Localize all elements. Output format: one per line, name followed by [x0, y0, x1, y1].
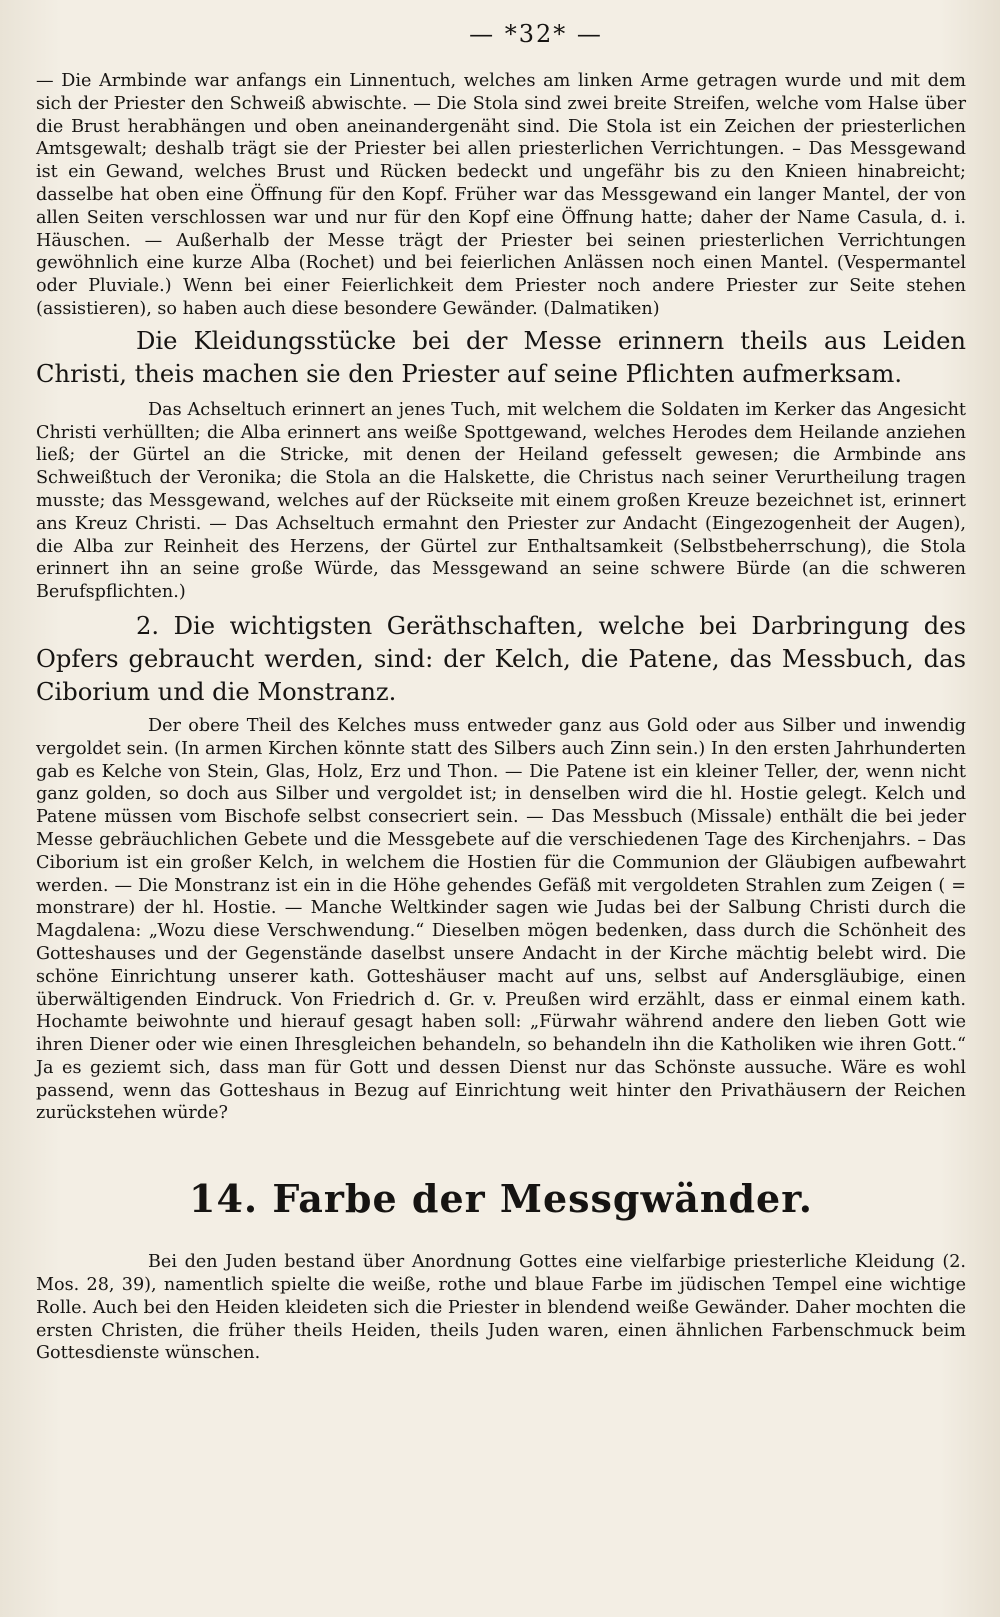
page-number: — *32* — — [469, 20, 603, 48]
paragraph-vestments: — Die Armbinde war anfangs ein Linnentuch, welches am linken Arme getragen wurde und mit dem sich der Priester den Schweiß abwischte. — Die Stola sind zwei breite Streifen, welche vom Halse über die Brust herabhängen und oben aneinandergenäht sind. Die Stola ist ein Zeichen der priesterlichen Amtsgewalt; deshalb trägt sie der Priester bei allen priesterlichen Verrichtungen. – Das Messgewand ist ein Gewand, welches Brust und Rücken bedeckt und ungefähr bis zu den Knieen hinabreicht; dasselbe hat oben eine Öffnung für den Kopf. Früher war das Messgewand ein langer Mantel, der von allen Seiten verschlossen war und nur für den Kopf eine Öffnung hatte; daher der Name Casula, d. i. Häuschen. — Außerhalb der Messe trägt der Priester bei seinen priesterlichen Verrichtungen gewöhnlich eine kurze Alba (Rochet) und bei feierlichen Anlässen noch einen Mantel. (Vespermantel oder Pluviale.) Wenn bei einer Feierlichkeit dem Priester noch andere Priester zur Seite stehen (assistieren), so haben auch diese besondere Gewänder. (Dalmatiken) — [36, 71, 966, 319]
paragraph-sacred-vessels: Der obere Theil des Kelches muss entweder ganz aus Gold oder aus Silber und inwendig vergoldet sein. (In armen Kirchen könnte statt des Silbers auch Zinn sein.) In den ersten Jahrhunderten gab es Kelche von Stein, Glas, Holz, Erz und Thon. — Die Patene ist ein kleiner Teller, der, wenn nicht ganz golden, so doch aus Silber und vergoldet ist; in denselben wird die hl. Hostie gelegt. Kelch und Patene müssen vom Bischofe selbst consecriert sein. — Das Messbuch (Missale) enthält die bei jeder Messe gebräuchlichen Gebete und die Messgebete auf die verschiedenen Tage des Kirchenjahrs. – Das Ciborium ist ein großer Kelch, in welchem die Hostien für die Communion der Gläubigen aufbewahrt werden. — Die Monstranz ist ein in die Höhe gehendes Gefäß mit vergoldeten Strahlen zum Zeigen ( = monstrare) der hl. Hostie. — Manche Weltkinder sagen wie Judas bei der Salbung Christi durch die Magdalena: „Wozu diese Verschwendung.“ Dieselben mögen bedenken, dass durch die Schönheit des Gotteshauses und der Gegenstände daselbst unsere Andacht in der Kirche mächtig belebt wird. Die schöne Einrichtung unserer kath. Gotteshäuser macht auf uns, selbst auf Andersgläubige, einen überwältigenden Eindruck. Von Friedrich d. Gr. v. Preußen wird erzählt, dass er einmal einem kath. Hochamte beiwohnte und hierauf gesagt haben soll: „Fürwahr während andere den lieben Gott wie ihren Diener oder wie einen Ihresgleichen behandeln, so behandeln ihn die Katholiken wie ihren Gott.“ Ja es geziemt sich, dass man für Gott und dessen Dienst nur das Schönste aussuche. Wäre es wohl passend, wenn das Gotteshaus in Bezug auf Einrichtung weit hinter den Privathäusern der Reichen zurückstehen würde? — [36, 715, 966, 1124]
subheading-sacred-vessels: 2. Die wichtigsten Geräthschaften, welche bei Darbringung des Opfers gebraucht werden, sind: der Kelch, die Patene, das Messbuch, das Ciborium und die Monstranz. — [36, 611, 966, 706]
paragraph-colors: Bei den Juden bestand über Anordnung Gottes eine vielfarbige priesterliche Kleidung (2. Mos. 28, 39), namentlich spielte die weiße, rothe und blaue Farbe im jüdischen Tempel eine wichtige Rolle. Auch bei den Heiden kleideten sich die Priester in blendend weiße Gewänder. Daher mochten die ersten Christen, die früher theils Heiden, theils Juden waren, einen ähnlichen Farbenschmuck beim Gottesdienste wünschen. — [36, 1252, 966, 1364]
paragraph-symbolism: Das Achseltuch erinnert an jenes Tuch, mit welchem die Soldaten im Kerker das Angesicht Christi verhüllten; die Alba erinnert ans weiße Spottgewand, welches Herodes dem Heilande anziehen ließ; der Gürtel an die Stricke, mit denen der Heiland gefesselt gewesen; die Armbinde ans Schweißtuch der Veronika; die Stola an die Halskette, die Christus nach seiner Verurtheilung tragen musste; das Messgewand, welches auf der Rückseite mit einem großen Kreuze bezeichnet ist, erinnert ans Kreuz Christi. — Das Achseltuch ermahnt den Priester zur Andacht (Eingezogenheit der Augen), die Alba zur Reinheit des Herzens, der Gürtel zur Enthaltsamkeit (Selbstbeherrschung), die Stola erinnert ihn an seine große Würde, das Messgewand an seine schwere Bürde (an die schweren Berufspflichten.) — [36, 399, 966, 603]
section-title: 14. Farbe der Messgwänder. — [189, 1176, 813, 1222]
subheading-meaning-of-vestments: Die Kleidungsstücke bei der Messe erinnern theils aus Leiden Christi, theis machen sie den Priester auf seine Pflichten aufmerksam. — [36, 326, 966, 388]
